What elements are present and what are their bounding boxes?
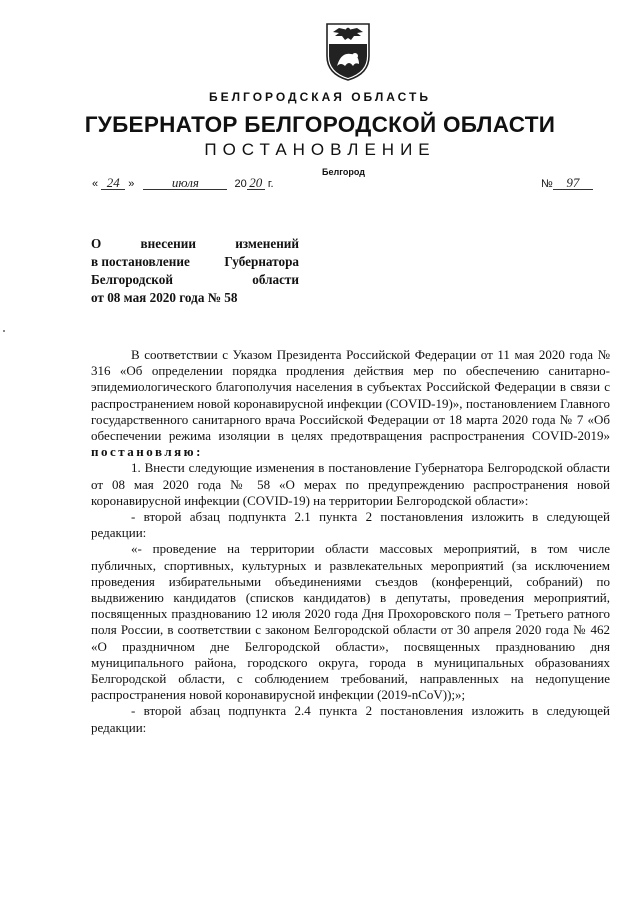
region-name: БЕЛГОРОДСКАЯ ОБЛАСТЬ [209, 90, 431, 104]
date-open-quote: « [92, 178, 99, 190]
date-day: 24 [101, 176, 125, 190]
document-number: 97 [553, 176, 593, 190]
date-year-prefix: 20 [234, 178, 247, 190]
governor-title: ГУБЕРНАТОР БЕЛГОРОДСКОЙ ОБЛАСТИ [84, 112, 556, 137]
date-field [92, 176, 274, 190]
date-close-quote: » [128, 178, 135, 190]
amendment-1-intro: - второй абзац подпункта 2.1 пункта 2 постановления изложить в следующей редакции: [91, 509, 610, 541]
scan-speck [3, 330, 5, 332]
amendment-2-intro: - второй абзац подпункта 2.4 пункта 2 постановления изложить в следующей редакции: [91, 703, 610, 735]
preamble-paragraph: В соответствии с Указом Президента Российской Федерации от 11 мая 2020 года № 316 «Об определении порядка продления действия мер по обеспечению санитарно-эпидемиологического благополучия населения в субъектах Российской Федерации в связи с распространением новой коронавирусной инфекции (COVID-19)», постановлением Главного государственного санитарного врача Российской Федерации от 18 марта 2020 года № 7 «Об обеспечении режима изоляции в целях предотвращения распространения COVID-2019» постановляю: [91, 347, 610, 460]
subject-line-2: в постановление Губернатора [91, 254, 299, 269]
city-name: Белгород [322, 167, 365, 177]
subject-line-3: Белгородской области [91, 272, 299, 287]
clause-1-paragraph: 1. Внести следующие изменения в постановление Губернатора Белгородской области от 08 мая 2020 года № 58 «О мерах по предупреждению распространения новой коронавирусной инфекции (COVID-19) на территории Белгородской области»: [91, 460, 610, 508]
amendment-1-text: «- проведение на территории области массовых мероприятий, в том числе публичных, спортивных, культурных и развлекательных мероприятий (за исключением проведения избирательными объединениями съездов (конференций, собраний) по выдвижению кандидатов (списков кандидатов) в депутаты, проведения мероприятий, посвященных празднованию 12 июля 2020 года Дня Прохоровского поля – Третьего ратного поля России, в соответствии с законом Белгородской области от 30 апреля 2020 года № 462 «О праздничном дне Белгородской области», посвященных празднованию дня муниципального района, городского округа, города в муниципальных образованиях Белгородской области, с соблюдением требований, направленных на недопущение распространения новой коронавирусной инфекции (2019-nCoV));»; [91, 541, 610, 703]
subject-line-1: О внесении изменений [91, 236, 299, 251]
date-month: июля [143, 176, 227, 190]
subject-line-4: от 08 мая 2020 года № 58 [91, 290, 238, 305]
date-year-suffix: 20 [247, 176, 265, 190]
coat-of-arms-emblem [325, 22, 371, 82]
document-type: ПОСТАНОВЛЕНИЕ [204, 140, 436, 159]
subject-block [91, 235, 299, 307]
number-field [541, 176, 593, 190]
date-year-unit: г. [267, 178, 274, 190]
decree-keyword: постановляю: [91, 444, 203, 460]
number-label: № [541, 178, 553, 190]
document-body [91, 347, 610, 736]
